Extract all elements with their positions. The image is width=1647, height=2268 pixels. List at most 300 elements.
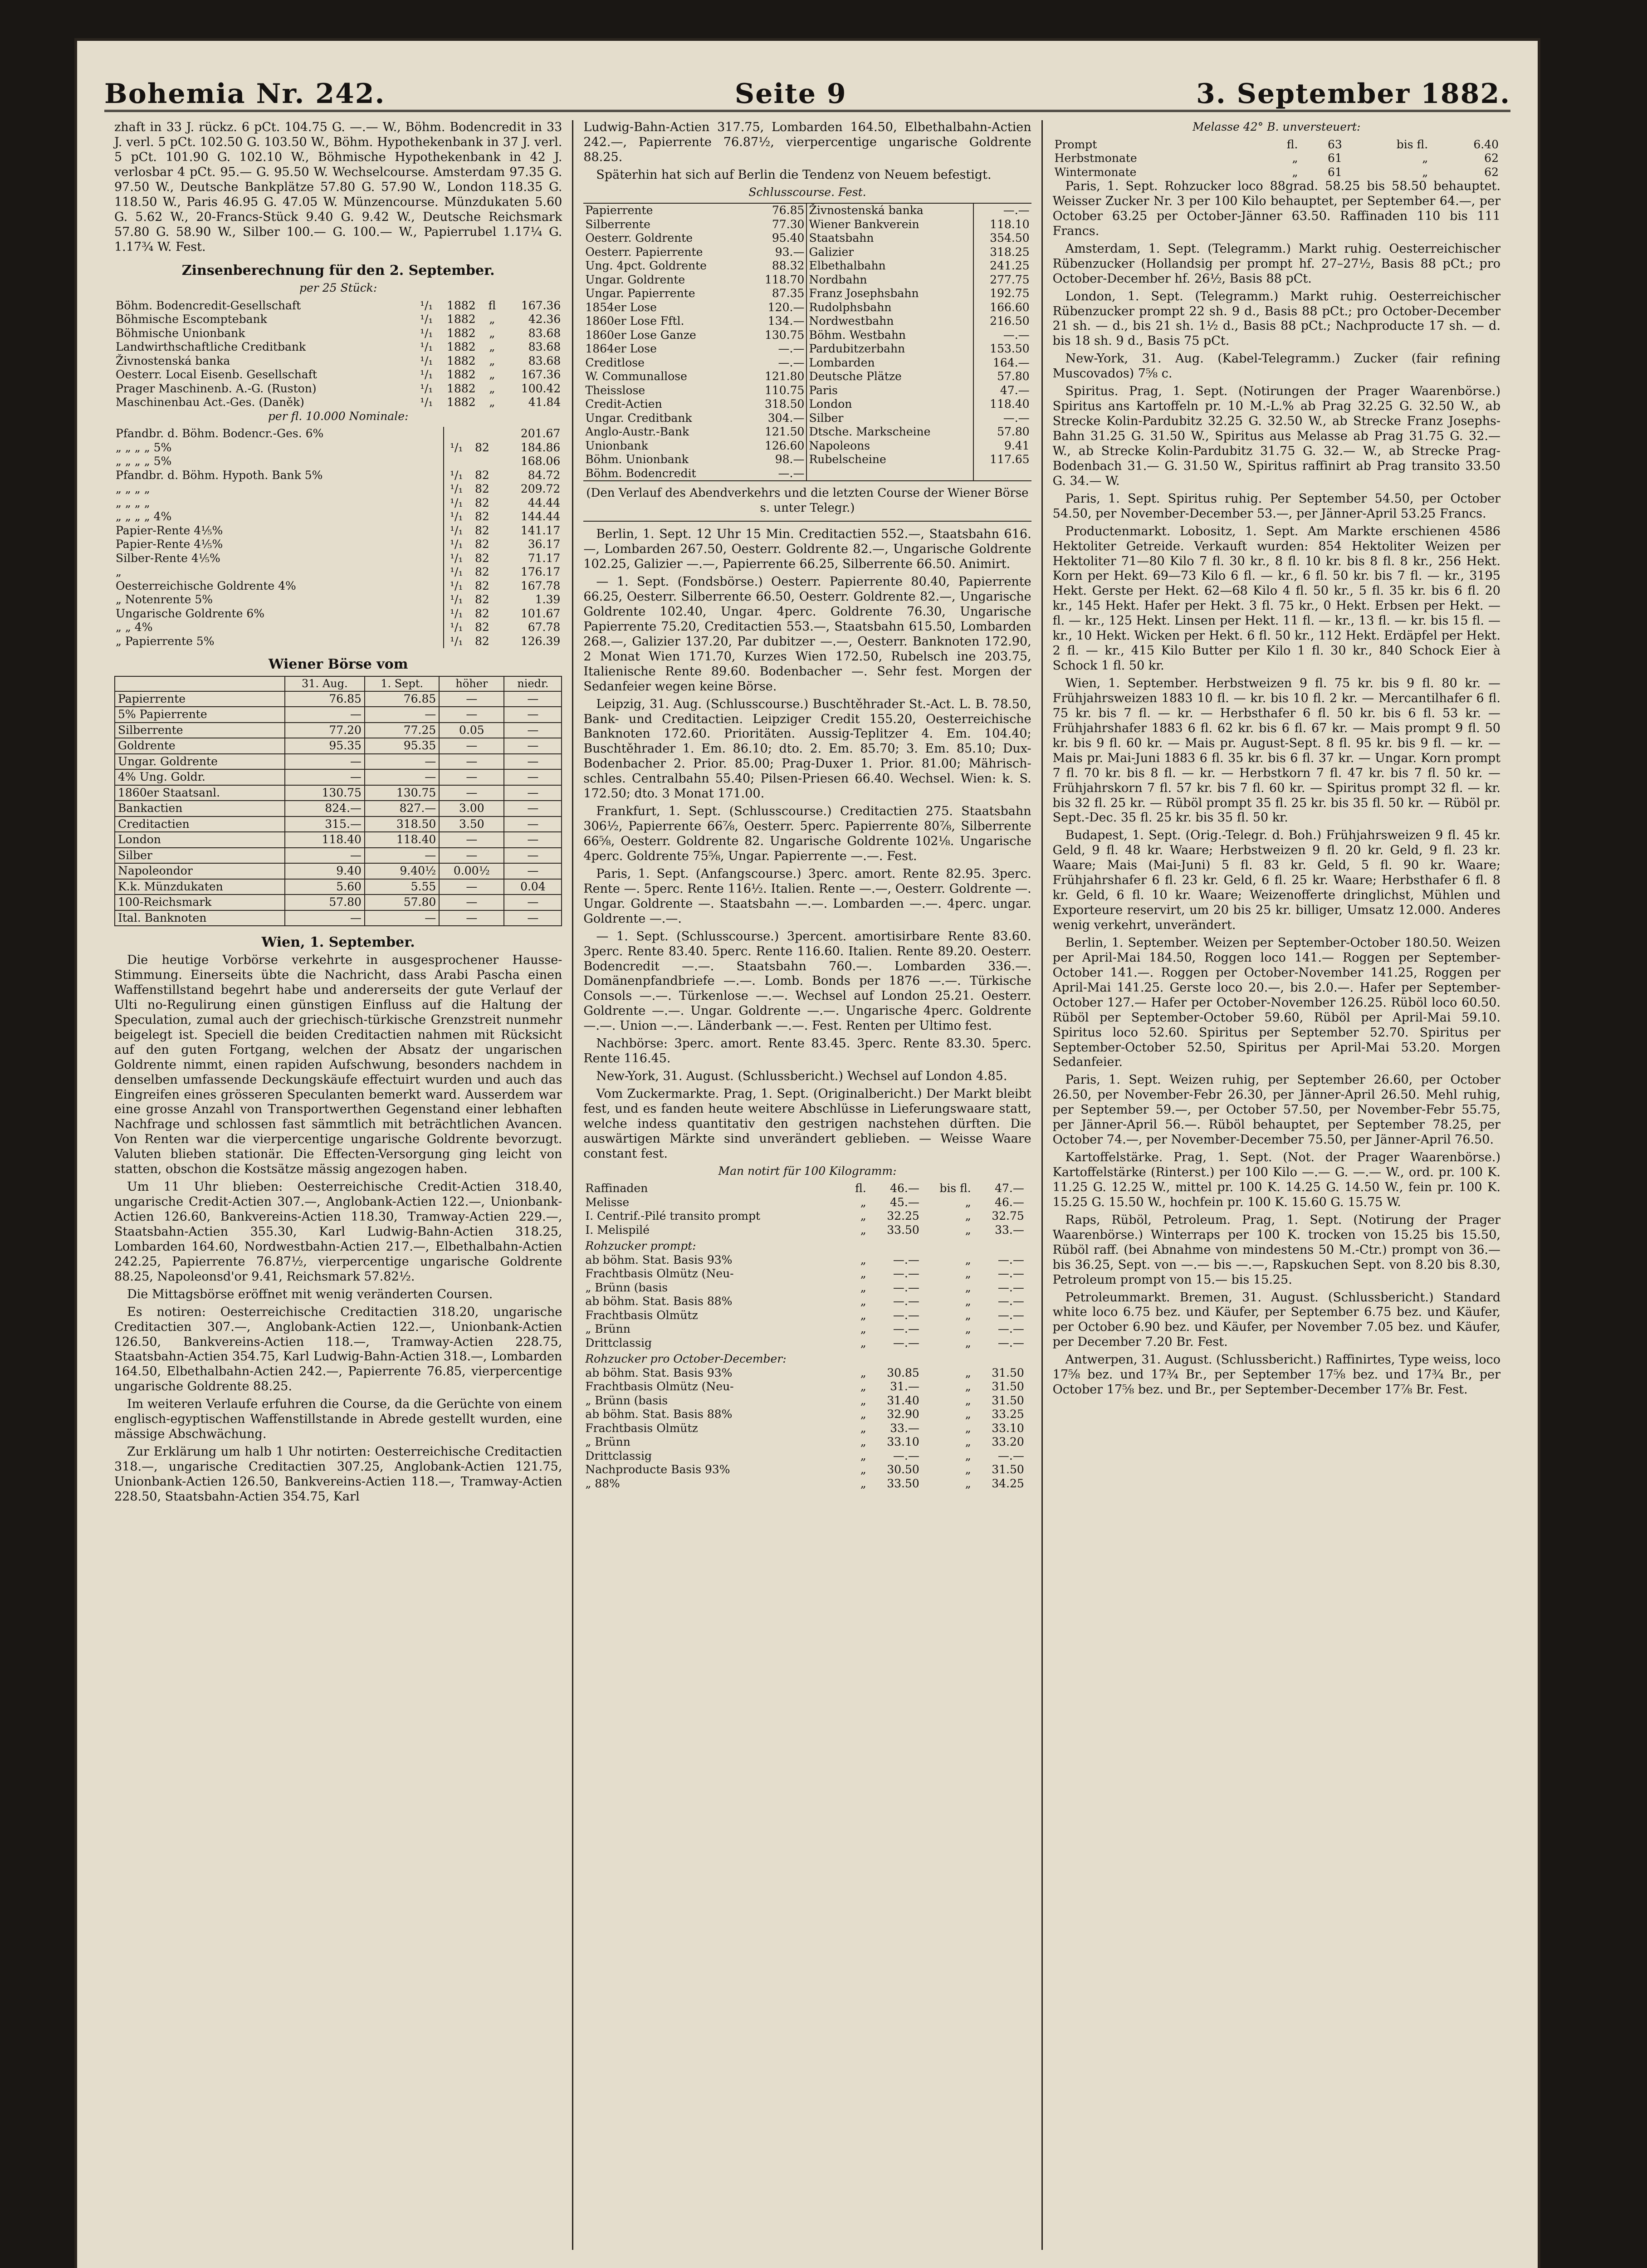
boerse-cell: — bbox=[504, 894, 562, 910]
melasse-title: Melasse 42° B. unversteuert: bbox=[1192, 120, 1361, 133]
zucker-cell: 33.— bbox=[890, 1421, 919, 1435]
boerse-cell: 0.00½ bbox=[439, 863, 504, 879]
boerse-cell: 9.40½ bbox=[365, 863, 439, 879]
melasse-cell: 61 bbox=[1327, 165, 1342, 179]
zucker-cell: „ Brünn bbox=[585, 1435, 630, 1449]
interest-cell: „ „ „ „ bbox=[116, 496, 150, 509]
interest-cell bbox=[444, 455, 469, 469]
zucker-cell: „ bbox=[965, 1322, 971, 1336]
schlusscourse-cell: Wiener Bankverein bbox=[806, 218, 973, 232]
schlusscourse-cell: 121.80 bbox=[764, 370, 805, 383]
report-paragraph: Antwerpen, 31. August. (Schlussbericht.) Raffinirtes, Type weiss, loco 17⅝ bez. und 17¾ Br., per September 17⅝ bez. und 17¾ Br., per October 17⅝ bez. und Br., per September-December 17⅞ Br. Fest. bbox=[1052, 1353, 1500, 1397]
zucker-cell: „ bbox=[860, 1195, 866, 1209]
interest-row bbox=[114, 368, 562, 382]
boerse-cell: Bankactien bbox=[115, 801, 285, 816]
schlusscourse-cell: —.— bbox=[778, 342, 805, 356]
zucker-cell: „ bbox=[860, 1295, 866, 1308]
report-paragraph: Productenmarkt. Lobositz, 1. Sept. Am Markte erschienen 4586 Hektoliter Getreide. Verkauft wurden: 854 Hektoliter Weizen per Hektoliter 71—80 Kilo 7 fl. 30 kr., 8 fl. 10 kr. bis 8 fl. 8 kr., 256 Hekt. Korn per Hekt. 69—73 Kilo 6 fl. — kr., 6 fl. 50 kr. bis 7 fl. — kr., 3195 Hekt. Gerste per Hekt. 62—68 Kilo 4 fl. 50 kr., 5 fl. 35 kr. bis 6 fl. 20 kr., 145 Hekt. Hafer per Hekt. 3 fl. 75 kr., 0 Hekt. Erbsen per Hekt. — fl. — kr., 125 Hekt. Linsen per Hekt. 11 fl. — kr., 13 fl. — kr. bis 15 fl. — kr., 10 Hekt. Wicken per Hekt. 6 fl. 50 kr., 112 Hekt. Erdäpfel per Hekt. 2 fl. — kr., 415 Kilo Butter per Kilo 1 fl. 30 kr., 840 Schock Eier à Schock 1 fl. 50 kr. bbox=[1052, 524, 1500, 673]
boerse-header: niedr. bbox=[504, 676, 562, 691]
boerse-cell: — bbox=[504, 863, 562, 879]
boerse-row bbox=[115, 707, 562, 723]
interest-cell: ¹/₁ bbox=[420, 396, 433, 409]
schlusscourse-cell: 120.— bbox=[767, 300, 805, 314]
schlusscourse-cell: Ungar. Goldrente bbox=[585, 273, 685, 286]
zucker-cell: „ bbox=[860, 1267, 866, 1281]
zucker-cell: „ bbox=[965, 1476, 971, 1490]
schlusscourse-cell: —.— bbox=[778, 466, 805, 480]
schlusscourse-row bbox=[583, 245, 1031, 259]
interest-cell: ¹/₁ bbox=[444, 579, 469, 593]
melasse-cell: 62 bbox=[1484, 165, 1499, 179]
schlusscourse-cell: Lombarden bbox=[806, 356, 973, 370]
boerse-header: 1. Sept. bbox=[365, 676, 439, 691]
melasse-row bbox=[1053, 166, 1500, 180]
boerse-cell: 824.— bbox=[285, 801, 365, 816]
zucker-cell: „ bbox=[965, 1209, 971, 1223]
boerse-row bbox=[115, 785, 562, 801]
interest-cell: „ Notenrente 5% bbox=[116, 593, 213, 606]
interest-cell: ¹/₁ bbox=[444, 552, 469, 566]
boerse-cell: — bbox=[504, 801, 562, 816]
interest-cell: 1882 bbox=[447, 340, 476, 354]
schlusscourse-cell: Elbethalbahn bbox=[806, 259, 973, 273]
interest-cell: 41.84 bbox=[528, 396, 561, 409]
zucker-cell: Frachtbasis Olmütz (Neu- bbox=[585, 1267, 734, 1281]
zucker-cell: —.— bbox=[997, 1281, 1024, 1294]
report-paragraph: Berlin, 1. September. Weizen per September-October 180.50. Weizen per April-Mai 184.50, Roggen loco 141.— Roggen per September-October 141.—. Roggen per October-November 141.25, Roggen per April-Mai 141.25. Gerste loco 20.—, bis 2.0.—. Hafer per September-October 127.— Hafer per October-November 126.25. Rüböl loco 60.50. Rüböl per September-October 59.60, Rüböl per April-Mai 59.10. Spiritus loco 52.60. Spiritus per September 52.70. Spiritus per September-October 52.50, Spiritus per April-Mai 53.20. Morgen Sedanfeier. bbox=[1052, 935, 1500, 1070]
boerse-cell: — bbox=[285, 848, 365, 864]
zucker-cell: I. Melispilé bbox=[585, 1223, 650, 1237]
boerse-cell: — bbox=[285, 769, 365, 785]
interest-cell: ¹/₁ bbox=[420, 298, 433, 312]
melasse-cell: Herbstmonate bbox=[1054, 152, 1137, 165]
interest-cell: ¹/₁ bbox=[420, 354, 433, 367]
column-3 bbox=[1041, 120, 1510, 2250]
schlusscourse-cell: Paris bbox=[806, 384, 973, 398]
interest-row bbox=[114, 340, 562, 354]
schlusscourse-cell: Ung. 4pct. Goldrente bbox=[585, 259, 707, 273]
column-2 bbox=[572, 120, 1041, 2250]
zucker-cell: 31.50 bbox=[992, 1463, 1024, 1476]
boerse-cell: — bbox=[504, 816, 562, 832]
zucker-row bbox=[583, 1422, 1031, 1436]
boerse-title: Wiener Börse vom bbox=[268, 656, 408, 673]
boerse-cell: — bbox=[439, 910, 504, 926]
interest-cell: 1882 bbox=[447, 313, 476, 326]
zucker-cell: fl. bbox=[855, 1182, 866, 1195]
schlusscourse-cell: 76.85 bbox=[772, 204, 805, 217]
schlusscourse-cell: 153.50 bbox=[990, 342, 1030, 356]
schlusscourse-cell: Dtsche. Markscheine bbox=[806, 425, 973, 439]
boerse-cell: 95.35 bbox=[285, 738, 365, 754]
interest-cell: 1882 bbox=[447, 396, 476, 409]
zucker-row bbox=[583, 1253, 1031, 1267]
schlusscourse-cell: Staatsbahn bbox=[806, 231, 973, 245]
schlusscourse-cell: 192.75 bbox=[990, 287, 1030, 300]
zucker-cell: Nachproducte Basis 93% bbox=[585, 1463, 730, 1476]
interest-cell: 1882 bbox=[447, 354, 476, 367]
boerse-cell: — bbox=[365, 754, 439, 770]
boerse-cell: Silber bbox=[115, 848, 285, 864]
schlusscourse-cell: 87.35 bbox=[772, 287, 805, 300]
zucker-row bbox=[583, 1309, 1031, 1323]
boerse-cell: 5% Papierrente bbox=[115, 707, 285, 723]
zucker-cell: „ bbox=[860, 1393, 866, 1407]
schlusscourse-cell: Pardubitzerbahn bbox=[806, 342, 973, 356]
boerse-cell: — bbox=[504, 769, 562, 785]
boerse-cell: 3.50 bbox=[439, 816, 504, 832]
boerse-cell: Ital. Banknoten bbox=[115, 910, 285, 926]
schlusscourse-cell: 1854er Lose bbox=[585, 300, 657, 314]
zucker-row bbox=[583, 1196, 1031, 1210]
zucker-cell: „ Brünn (basis bbox=[585, 1393, 668, 1407]
interest-cell: 184.86 bbox=[520, 440, 561, 454]
interest-cell: „ bbox=[489, 340, 495, 354]
zucker-cell: „ bbox=[965, 1223, 971, 1237]
interest-cell: ¹/₁ bbox=[420, 326, 433, 340]
interest-cell: „ bbox=[489, 313, 495, 326]
schlusscourse-cell: —.— bbox=[1003, 411, 1030, 425]
zucker-cell: „ bbox=[860, 1253, 866, 1266]
interest-cell: ¹/₁ bbox=[444, 565, 469, 579]
interest-cell: Papier-Rente 4⅕% bbox=[116, 538, 223, 551]
boerse-cell: 5.60 bbox=[285, 879, 365, 895]
interest-cell: 82 bbox=[475, 523, 489, 537]
schlusscourse-row bbox=[583, 411, 1031, 425]
schlusscourse-cell: Credit-Actien bbox=[585, 397, 662, 411]
schlusscourse-cell: Nordbahn bbox=[806, 273, 973, 287]
masthead bbox=[104, 64, 1510, 112]
interest-cell: Papier-Rente 4⅕% bbox=[116, 523, 223, 537]
melasse-cell: Prompt bbox=[1054, 137, 1097, 151]
interest-cell: 144.44 bbox=[520, 510, 561, 523]
schlusscourse-cell bbox=[806, 467, 973, 481]
zucker-cell: 47.— bbox=[995, 1182, 1024, 1195]
report-paragraph: Raps, Rüböl, Petroleum. Prag, 1. Sept. (Notirung der Prager Waarenbörse.) Winterraps per 100 K. trocken von 15.25 bis 15.50, Rüböl raff. (bei Abnahme von mindestens 50 M.-Ctr.) prompt von 36.— bis 36.25, Sept. von —.— bis —.—, Rapskuchen Sept. von 8.20 bis 8.30, Petroleum prompt von 15.— bis 15.25. bbox=[1052, 1212, 1500, 1287]
schlusscourse-cell: 118.10 bbox=[990, 217, 1030, 231]
interest-cell: 209.72 bbox=[520, 482, 561, 496]
interest-table-a bbox=[114, 299, 562, 410]
boerse-cell: — bbox=[504, 910, 562, 926]
zucker-row bbox=[583, 1366, 1031, 1380]
report-paragraph: Kartoffelstärke. Prag, 1. Sept. (Not. der Prager Waarenbörse.) Kartoffelstärke (Rinterst.) per 100 Kilo —.— G. —.— W., ord. pr. 100 K. 11.25 G. 12.25 W., mittel pr. 100 K. 14.25 G. 14.50 W., fein pr. 100 K. 15.25 G. 15.50 W., hochfein pr. 100 K. 15.60 G. 15.75 W. bbox=[1052, 1150, 1500, 1209]
boerse-cell: 3.00 bbox=[439, 801, 504, 816]
interest-row bbox=[114, 482, 562, 496]
boerse-cell: — bbox=[504, 691, 562, 707]
report-paragraph: Budapest, 1. Sept. (Orig.-Telegr. d. Boh.) Frühjahrsweizen 9 fl. 45 kr. Geld, 9 fl. 48 kr. Waare; Herbstweizen 9 fl. 20 kr. Geld, 9 fl. 23 kr. Waare; Mais (Mai-Juni) 5 fl. 83 kr. Geld, 5 fl. 90 kr. Waare; Frühjahrshafer 6 fl. 23 kr. Geld, 6 fl. 25 kr. Waare; Herbsthafer 6 fl. 8 kr. Geld, 6 fl. 10 kr. Waare; Weizenofferte dringlichst, Mühlen und Exporteure reservirt, um 20 bis 25 kr. billiger, Umsatz 12.000. Anderes wenig verkehrt, unverändert. bbox=[1052, 828, 1500, 932]
zucker-cell: „ bbox=[860, 1209, 866, 1223]
report-paragraph: Spiritus. Prag, 1. Sept. (Notirungen der Prager Waarenbörse.) Spiritus ans Kartoffeln pr. 10 M.-L.% ab Prag 32.25 G. 32.50 W., ab Strecke Kolin-Pardubitz 32.25 G. 32.50 W., ab Strecke Franz Josephs-Bahn 31.25 G. 31.50 W., Spiritus aus Melasse ab Prag 31.75 G. 32.— W., ab Strecke Kolin-Pardubitz 31.75 G. 32.— W., ab Strecke Prag-Bodenbach 31.— G. 31.50 W., Spiritus raffinirt ab Prag transito 33.50 G. 34.— W. bbox=[1052, 384, 1500, 488]
schlusscourse-cell: 130.75 bbox=[764, 328, 805, 342]
boerse-cell: 57.80 bbox=[285, 894, 365, 910]
boerse-cell: — bbox=[439, 738, 504, 754]
schlusscourse-cell: 216.50 bbox=[990, 314, 1030, 328]
interest-cell: ¹/₁ bbox=[444, 469, 469, 483]
schlusscourse-cell: 318.25 bbox=[990, 245, 1030, 259]
schlusscourse-cell: —.— bbox=[1003, 204, 1030, 217]
zucker-cell: „ bbox=[860, 1366, 866, 1379]
divider bbox=[583, 521, 1031, 522]
interest-cell: 141.17 bbox=[520, 523, 561, 537]
zucker-cell: ab böhm. Stat. Basis 93% bbox=[585, 1366, 733, 1379]
melasse-cell: 61 bbox=[1327, 152, 1342, 165]
zucker-cell: „ bbox=[965, 1295, 971, 1308]
interest-cell: „ bbox=[489, 326, 495, 340]
boerse-cell: — bbox=[504, 707, 562, 723]
schlusscourse-cell: Böhm. Westbahn bbox=[806, 328, 973, 342]
boerse-row bbox=[115, 910, 562, 926]
newspaper-page bbox=[77, 41, 1538, 2268]
interest-row bbox=[114, 396, 562, 410]
zucker-cell: Raffinaden bbox=[585, 1182, 648, 1195]
boerse-cell: London bbox=[115, 832, 285, 848]
report-paragraph: Paris, 1. Sept. Rohzucker loco 88grad. 58.25 bis 58.50 behauptet. Weisser Zucker Nr. 3 per 100 Kilo behauptet, per September 64.—, per October 63.25 per October-Jänner 63.50. Raffinaden 110 bis 111 Francs. bbox=[1052, 179, 1500, 238]
zucker-cell: „ bbox=[860, 1435, 866, 1449]
zucker-cell: „ bbox=[860, 1281, 866, 1294]
melasse-cell: „ bbox=[1292, 165, 1298, 179]
zucker-cell: Frachtbasis Olmütz (Neu- bbox=[585, 1380, 734, 1393]
zucker-cell: —.— bbox=[997, 1308, 1024, 1322]
zucker-cell: 30.50 bbox=[887, 1463, 919, 1476]
schlusscourse-cell: Franz Josephsbahn bbox=[806, 287, 973, 301]
schlusscourse-row bbox=[583, 425, 1031, 439]
interest-cell: 82 bbox=[475, 579, 489, 592]
interest-cell: ¹/₁ bbox=[444, 524, 469, 538]
zucker-cell: ab böhm. Stat. Basis 93% bbox=[585, 1253, 733, 1266]
boerse-cell: 130.75 bbox=[285, 785, 365, 801]
schlusscourse-row bbox=[583, 370, 1031, 384]
schlusscourse-cell: 1860er Lose Fftl. bbox=[585, 314, 684, 328]
melasse-cell: 62 bbox=[1484, 152, 1499, 165]
schlusscourse-cell: 241.25 bbox=[990, 259, 1030, 273]
zucker-row bbox=[583, 1209, 1031, 1223]
interest-cell bbox=[444, 427, 469, 441]
boerse-cell: Silberrente bbox=[115, 723, 285, 738]
schlusscourse-title: Schlusscourse. Fest. bbox=[748, 185, 866, 199]
interest-cell: 82 bbox=[475, 565, 489, 579]
zucker-cell: „ 88% bbox=[585, 1476, 620, 1490]
boerse-row bbox=[115, 816, 562, 832]
zucker-cell: „ Brünn bbox=[585, 1322, 630, 1336]
schlusscourse-cell: Böhm. Unionbank bbox=[585, 453, 689, 466]
zucker-cell: „ bbox=[965, 1393, 971, 1407]
schlusscourse-row bbox=[583, 356, 1031, 370]
boerse-cell: 1860er Staatsanl. bbox=[115, 785, 285, 801]
boerse-header bbox=[115, 676, 285, 691]
interest-cell: 176.17 bbox=[520, 565, 561, 579]
melasse-row bbox=[1053, 138, 1500, 152]
interest-cell: „ Papierrente 5% bbox=[116, 634, 215, 648]
schlusscourse-row bbox=[583, 314, 1031, 328]
schlusscourse-cell: Ungar. Creditbank bbox=[585, 411, 692, 425]
zucker-row bbox=[583, 1435, 1031, 1449]
schlusscourse-cell: 98.— bbox=[775, 453, 805, 466]
interest-row bbox=[114, 299, 562, 313]
boerse-cell: 77.25 bbox=[365, 723, 439, 738]
zucker-section-title: Rohzucker prompt: bbox=[585, 1239, 696, 1253]
interest-title: Zinsenberechnung für den 2. September. bbox=[181, 263, 495, 279]
zucker-cell: „ bbox=[965, 1336, 971, 1349]
interest-cell: 83.68 bbox=[528, 326, 561, 340]
melasse-cell: bis fl. bbox=[1396, 137, 1428, 151]
boerse-cell: — bbox=[439, 769, 504, 785]
zucker-cell: 33.— bbox=[995, 1223, 1024, 1237]
zucker-cell: 31.50 bbox=[992, 1393, 1024, 1407]
schlusscourse-cell: 47.— bbox=[1000, 383, 1030, 397]
report-paragraph: Im weiteren Verlaufe erfuhren die Course, da die Gerüchte von einem englisch-egyptischen Waffenstillstande in Abrede gestellt wurden, eine mässige Abschwächung. bbox=[114, 1397, 562, 1442]
report-paragraph: Zur Erklärung um halb 1 Uhr notirten: Oesterreichische Creditactien 318.—, ungarische Creditactien 307.25, Anglobank-Actien 121.75, Unionbank-Actien 126.50, Bankvereins-Actien 118.—, Tramway-Actien 228.50, Staatsbahn-Actien 354.75, Karl bbox=[114, 1445, 562, 1504]
interest-cell: 126.39 bbox=[520, 634, 561, 648]
zucker-cell: —.— bbox=[893, 1267, 919, 1281]
melasse-table bbox=[1053, 138, 1500, 180]
zucker-row bbox=[583, 1380, 1031, 1394]
zucker-cell bbox=[1026, 1196, 1031, 1210]
schlusscourse-row bbox=[583, 231, 1031, 245]
zucker-cell: 32.75 bbox=[992, 1209, 1024, 1223]
schlusscourse-row bbox=[583, 259, 1031, 273]
schlusscourse-cell: Napoleons bbox=[806, 439, 973, 453]
boerse-cell: 0.04 bbox=[504, 879, 562, 895]
zucker-cell: 31.40 bbox=[887, 1393, 919, 1407]
schlusscourse-cell: Papierrente bbox=[585, 204, 653, 217]
boerse-row bbox=[115, 832, 562, 848]
zucker-cell: 34.25 bbox=[992, 1476, 1024, 1490]
schlusscourse-cell: 95.40 bbox=[772, 231, 805, 245]
schlusscourse-cell: 318.50 bbox=[764, 397, 805, 411]
interest-cell bbox=[469, 427, 495, 441]
schlusscourse-cell: 57.80 bbox=[997, 425, 1030, 439]
col1-intro: zhaft in 33 J. rückz. 6 pCt. 104.75 G. —.— W., Böhm. Bodencredit in 33 J. verl. 5 pCt. 102.50 G. 103.50 W., Böhm. Hypothekenbank in 37 J. verl. 5 pCt. 101.90 G. 102.10 W., Böhmische Hypothekenbank in 42 J. verlosbar 4 pCt. 95.— G. 95.50 W. Wechselcourse. Amsterdam 97.35 G. 97.50 W., Deutsche Bankplätze 57.80 G. 57.90 W., London 118.35 G. 118.50 W., Paris 46.95 G. 47.05 W. Münzencourse. Münzdukaten 5.60 G. 5.62 W., 20-Francs-Stück 9.40 G. 9.42 W., Deutsche Reichsmark 57.80 G. 58.90 W., Silber 100.— G. 100.— W., Papierrubel 1.17¼ G. 1.17¾ W. Fest. bbox=[114, 120, 562, 254]
zucker-row bbox=[583, 1295, 1031, 1309]
boerse-cell: — bbox=[439, 879, 504, 895]
zucker-row bbox=[583, 1223, 1031, 1237]
zucker-cell: 46.— bbox=[995, 1195, 1024, 1209]
interest-cell: 1.39 bbox=[535, 593, 561, 606]
interest-cell: 84.72 bbox=[528, 468, 561, 482]
zucker-cell: „ bbox=[965, 1449, 971, 1462]
schlusscourse-cell: Oesterr. Goldrente bbox=[585, 231, 693, 245]
boerse-cell: 95.35 bbox=[365, 738, 439, 754]
interest-cell: Prager Maschinenb. A.-G. (Ruston) bbox=[116, 381, 317, 395]
interest-cell: Živnostenská banka bbox=[116, 354, 230, 367]
zucker-cell: —.— bbox=[997, 1253, 1024, 1266]
interest-cell: „ bbox=[489, 368, 495, 381]
zucker-cell: „ bbox=[965, 1435, 971, 1449]
interest-cell: 101.67 bbox=[520, 606, 561, 620]
zucker-cell: 33.20 bbox=[992, 1435, 1024, 1449]
zucker-cell: „ bbox=[965, 1281, 971, 1294]
zucker-row bbox=[583, 1477, 1031, 1491]
zucker-cell: „ bbox=[860, 1322, 866, 1336]
zucker-cell: bis fl. bbox=[939, 1182, 971, 1195]
schlusscourse-cell: 1860er Lose Ganze bbox=[585, 328, 696, 342]
zucker-cell: —.— bbox=[997, 1449, 1024, 1462]
schlusscourse-cell: Böhm. Bodencredit bbox=[585, 466, 696, 480]
zucker-cell: „ bbox=[965, 1195, 971, 1209]
zucker-cell: —.— bbox=[893, 1308, 919, 1322]
masthead-page-number: Seite 9 bbox=[734, 78, 847, 110]
report-paragraph: Vom Zuckermarkte. Prag, 1. Sept. (Originalbericht.) Der Markt bleibt fest, und es fanden heute weitere Abschlüsse in Lieferungswaare statt, welche indess quantitativ den gestrigen nachstehen dürften. Die auswärtigen Märkte sind unverändert geblieben. — Weisse Waare constant fest. bbox=[583, 1087, 1031, 1161]
zucker-cell: 45.— bbox=[890, 1195, 919, 1209]
interest-cell: 1882 bbox=[447, 368, 476, 381]
boerse-cell: — bbox=[504, 785, 562, 801]
zucker-cell: „ bbox=[860, 1308, 866, 1322]
schlusscourse-cell: 121.50 bbox=[764, 425, 805, 439]
interest-cell: 82 bbox=[475, 440, 489, 454]
interest-cell: „ „ „ „ 5% bbox=[116, 455, 172, 468]
zucker-cell: „ bbox=[965, 1366, 971, 1379]
boerse-cell: 76.85 bbox=[285, 691, 365, 707]
schlusscourse-cell: Galizier bbox=[806, 245, 973, 259]
boerse-row bbox=[115, 769, 562, 785]
boerse-row bbox=[115, 894, 562, 910]
report-paragraph: Berlin, 1. Sept. 12 Uhr 15 Min. Creditactien 552.—, Staatsbahn 616.—, Lombarden 267.50, Oesterr. Goldrente 82.—, Ungarische Goldrente 102.25, Galizier —.—, Papierrente 66.25, Silberrente 66.50. Animirt. bbox=[583, 527, 1031, 572]
interest-row bbox=[114, 579, 562, 593]
zucker-section-row bbox=[583, 1350, 1031, 1366]
zucker-cell: ab böhm. Stat. Basis 88% bbox=[585, 1408, 733, 1421]
schlusscourse-cell: 126.60 bbox=[764, 439, 805, 452]
melasse-cell: „ bbox=[1422, 165, 1428, 179]
interest-cell: 82 bbox=[475, 634, 489, 648]
interest-cell: „ bbox=[116, 565, 122, 579]
report-paragraph: Leipzig, 31. Aug. (Schlusscourse.) Buschtěhrader St.-Act. L. B. 78.50, Bank- und Creditactien. Leipziger Credit 155.20, Oesterreichische Banknoten 172.60. Prioritäten. Aussig-Teplitzer 4. Em. 104.40; Buschtěhrader 1. Em. 86.10; dto. 2. Em. 85.70; 3. Em. 85.10; Dux-Bodenbacher 2. Prior. 85.00; Prag-Duxer 1. Prior. 81.00; Mährisch-schles. Centralbahn 55.40; Pilsen-Priesen 66.40. Wechsel. Wien: k. S. 172.50; dto. 3 Monat 171.00. bbox=[583, 697, 1031, 801]
interest-subtitle-b: per fl. 10.000 Nominale: bbox=[268, 409, 409, 423]
boerse-cell: — bbox=[504, 832, 562, 848]
schlusscourse-row bbox=[583, 218, 1031, 232]
interest-row bbox=[114, 469, 562, 483]
zucker-row bbox=[583, 1394, 1031, 1408]
boerse-cell: 100-Reichsmark bbox=[115, 894, 285, 910]
zucker-cell: 46.— bbox=[890, 1182, 919, 1195]
boerse-cell: — bbox=[504, 848, 562, 864]
schlusscourse-cell: 354.50 bbox=[990, 231, 1030, 245]
report-paragraph: New-York, 31. August. (Schlussbericht.) Wechsel auf London 4.85. bbox=[596, 1069, 1007, 1084]
boerse-cell: 0.05 bbox=[439, 723, 504, 738]
schlusscourse-cell: Deutsche Plätze bbox=[806, 370, 973, 384]
boerse-cell: Goldrente bbox=[115, 738, 285, 754]
zucker-cell bbox=[1026, 1209, 1031, 1223]
interest-cell: 201.67 bbox=[520, 427, 561, 440]
zucker-cell: 31.— bbox=[890, 1380, 919, 1393]
report-paragraph: Petroleummarkt. Bremen, 31. August. (Schlussbericht.) Standard white loco 6.75 bez. und Käufer, per September 6.75 bez. und Käufer, per October 6.90 bez. und Käufer, per November 7.05 bez. und Käufer, per December 7.20 Br. Fest. bbox=[1052, 1290, 1500, 1349]
boerse-row bbox=[115, 754, 562, 770]
schlusscourse-cell: 57.80 bbox=[997, 370, 1030, 383]
zucker-cell: „ bbox=[965, 1308, 971, 1322]
schlusscourse-cell: 277.75 bbox=[990, 273, 1030, 286]
schlusscourse-cell: 110.75 bbox=[764, 383, 805, 397]
report-paragraph: — 1. Sept. (Fondsbörse.) Oesterr. Papierrente 80.40, Papierrente 66.25, Oesterr. Silberrente 66.50, Oesterr. Goldrente 82.—, Ungarische Goldrente 102.40, Ungar. 4perc. Goldrente 76.30, Ungarische Papierrente 75.20, Creditactien 553.—, Staatsbahn 615.50, Lombarden 268.—, Galizier 137.20, Par dubitzer —.—, Oesterr. Banknoten 172.90, 2 Monat Wien 171.70, Kurzes Wien 172.50, Rubelsch ine 203.75, Italienische Rente 89.60. Bodenbacher —. Sehr fest. Morgen der Sedanfeier wegen keine Börse. bbox=[583, 575, 1031, 694]
zucker-row bbox=[583, 1281, 1031, 1295]
interest-cell: Landwirthschaftliche Creditbank bbox=[116, 340, 306, 354]
interest-cell: 1882 bbox=[447, 298, 476, 312]
interest-cell: 1882 bbox=[447, 381, 476, 395]
schlusscourse-cell: Ungar. Papierrente bbox=[585, 287, 695, 300]
zucker-cell: „ bbox=[860, 1476, 866, 1490]
boerse-cell: — bbox=[504, 723, 562, 738]
zucker-section-title: Rohzucker pro October-December: bbox=[585, 1352, 787, 1366]
interest-cell: 67.78 bbox=[528, 621, 561, 634]
interest-cell: 82 bbox=[475, 538, 489, 551]
zucker-table-title: Man notirt für 100 Kilogramm: bbox=[718, 1164, 897, 1178]
schlusscourse-cell: Živnostenská banka bbox=[806, 203, 973, 218]
report-paragraph: Um 11 Uhr blieben: Oesterreichische Credit-Actien 318.40, ungarische Credit-Actien 307.—, Anglobank-Actien 122.—, Unionbank-Actien 126.60, Bankvereins-Actien 118.30, Tramway-Actien 229.—, Staatsbahn-Actien 355.30, Karl Ludwig-Bahn-Actien 318.25, Lombarden 164.60, Nordwestbahn-Actien 217.—, Elbethalbahn-Actien 242.25, Papierrente 76.87½, vierpercentige ungarische Goldrente 88.25, Napoleonsd'or 9.41, Reichsmark 57.82½. bbox=[114, 1180, 562, 1284]
report-paragraph: Paris, 1. Sept. (Anfangscourse.) 3perc. amort. Rente 82.95. 3perc. Rente —. 5perc. Rente 116½. Italien. Rente —.—, Oesterr. Goldrente —. Ungar. Goldrente —. Staatsbahn —.—. Lombarden —.—. 4perc. ungar. Goldrente —.—. bbox=[583, 866, 1031, 926]
interest-cell: 167.36 bbox=[521, 298, 561, 312]
schlusscourse-cell: 166.60 bbox=[990, 300, 1030, 314]
zucker-cell: I. Centrif.-Pilé transito prompt bbox=[585, 1209, 761, 1223]
boerse-cell: 118.40 bbox=[365, 832, 439, 848]
melasse-cell: 63 bbox=[1327, 137, 1342, 151]
